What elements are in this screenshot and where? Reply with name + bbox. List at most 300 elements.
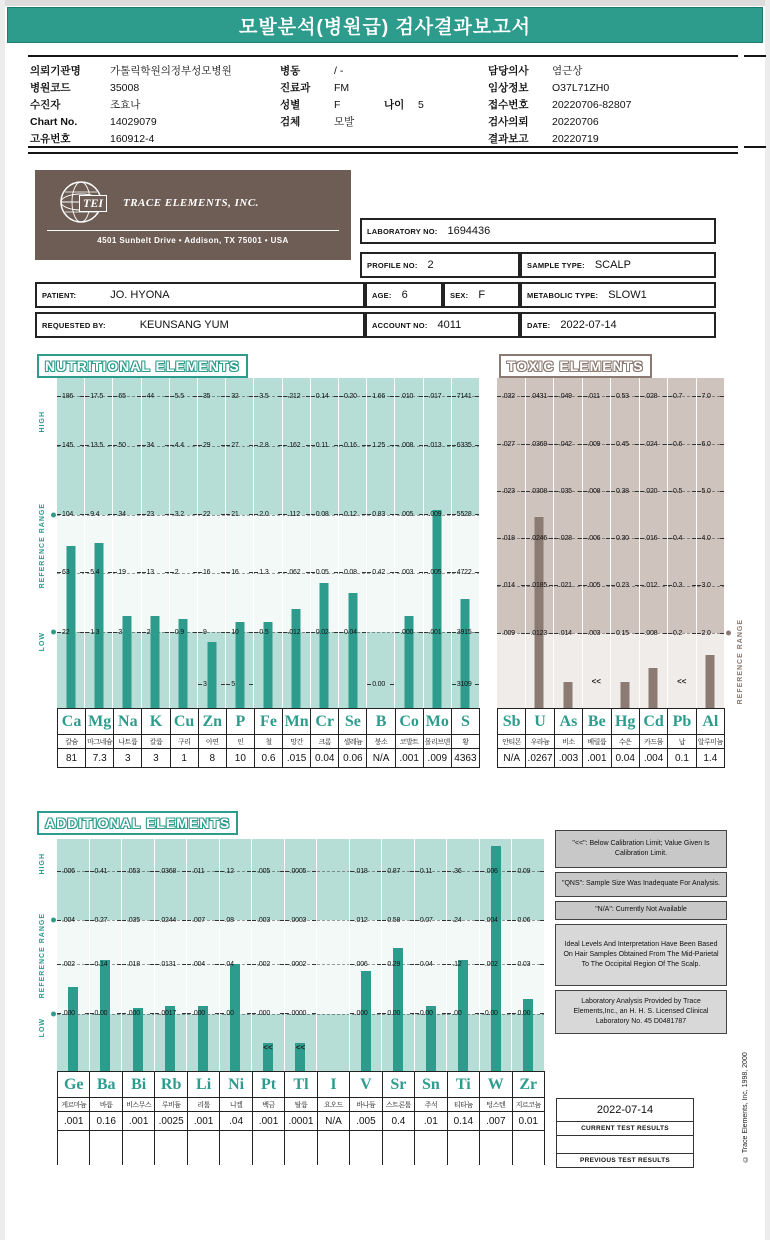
tick-label [512, 916, 544, 924]
tick-label [415, 916, 447, 924]
tick-value: .005 [587, 582, 601, 590]
info-field-row [488, 62, 760, 79]
field-value: 20220706-82807 [552, 98, 632, 111]
element-korean-name: 나트륨 [114, 735, 142, 748]
tick-value: .000 [354, 1010, 368, 1018]
tick-value: .010 [400, 392, 414, 400]
tick-mark [390, 684, 394, 685]
tick-value: 22 [62, 628, 70, 636]
nutritional-column-Zn [198, 378, 226, 708]
element-value-P: 10 [227, 749, 255, 767]
element-korean-name: 게르마늄 [58, 1098, 90, 1111]
tick-label [424, 392, 451, 400]
empty-cell [188, 1131, 220, 1165]
element-value-As: .003 [555, 749, 583, 767]
element-korean-name: 루비듐 [155, 1098, 187, 1111]
tick-value: 186 [62, 392, 74, 400]
tick-mark [221, 632, 225, 633]
tick-mark [606, 538, 610, 539]
additional-column-Li [187, 839, 220, 1071]
field-label: 진료과 [280, 82, 311, 94]
tick-mark [507, 920, 511, 921]
tick-label [339, 628, 366, 636]
tick-label [57, 916, 89, 924]
tick-value: 2.0 [259, 511, 269, 519]
element-value-I: N/A [318, 1112, 350, 1130]
tick-mark [182, 964, 186, 965]
tick-mark [306, 572, 310, 573]
tick-value: 0.06 [517, 916, 531, 924]
tick-label [57, 628, 84, 636]
tick-value: 1.3 [259, 569, 269, 577]
element-korean-name: 인 [227, 735, 255, 748]
element-korean-name: 칼슘 [58, 735, 86, 748]
footer-results-box [556, 1098, 694, 1168]
tick-value: 0.11 [419, 867, 433, 875]
tick-label [480, 916, 512, 924]
copyright-text: © Trace Elements, Inc, 1998, 2000 [742, 1052, 749, 1162]
tick-mark [507, 964, 511, 965]
tick-label [526, 392, 554, 400]
empty-cell [220, 1131, 252, 1165]
tick-value: 104 [62, 511, 74, 519]
sex-box [443, 282, 520, 308]
legend-note-3: "N/A": Currently Not Available [555, 901, 727, 920]
tick-label [367, 569, 394, 577]
tick-mark [540, 920, 544, 921]
tick-mark [137, 514, 141, 515]
tick-value: 145 [62, 442, 74, 450]
element-korean-name: 요오드 [318, 1098, 350, 1111]
tick-mark [549, 538, 553, 539]
tick-value: .005 [257, 867, 271, 875]
tick-label [285, 960, 317, 968]
additional-column-Tl [285, 839, 318, 1071]
tick-mark [447, 632, 451, 633]
nutritional-elements-title: NUTRITIONAL ELEMENTS [37, 354, 248, 378]
nutritional-elements-chart [35, 356, 480, 786]
tick-value: 0.23 [616, 582, 629, 590]
field-label: 검사의뢰 [488, 116, 529, 128]
tick-value: .004 [192, 960, 205, 968]
tick-mark [475, 964, 479, 965]
element-value-Mn: .015 [283, 749, 311, 767]
element-korean-name: 비스무스 [123, 1098, 155, 1111]
tick-mark [80, 445, 84, 446]
additional-trow-val [57, 1111, 545, 1131]
tick-mark [475, 445, 479, 446]
tick-value: .005 [428, 569, 442, 577]
tick-value: 7.0 [701, 392, 711, 400]
tick-label [90, 1010, 122, 1018]
tick-label [252, 867, 284, 875]
element-value-Ge: .001 [58, 1112, 90, 1130]
tick-label [526, 440, 554, 448]
tick-mark [85, 964, 89, 965]
tick-mark [475, 514, 479, 515]
tick-label [395, 511, 422, 519]
tick-value: .028 [559, 534, 572, 542]
toxic-column-Be [583, 378, 612, 708]
tick-value: 0.02 [315, 628, 329, 636]
additional-trow-empty [57, 1131, 545, 1165]
tick-value: .017 [428, 392, 442, 400]
element-korean-name: 리튬 [188, 1098, 220, 1111]
tick-label [367, 392, 394, 400]
element-value-Cd: .004 [640, 749, 668, 767]
tick-value: .062 [287, 569, 301, 577]
tick-mark [249, 572, 253, 573]
tick-label [170, 628, 197, 636]
tick-label [611, 629, 639, 637]
tick-mark [606, 444, 610, 445]
tick-label [90, 916, 122, 924]
tick-mark [663, 633, 667, 634]
tick-mark [377, 871, 381, 872]
element-korean-name: 텅스텐 [480, 1098, 512, 1111]
tick-label [170, 569, 197, 577]
S-bar [461, 599, 470, 708]
tick-mark [221, 572, 225, 573]
element-korean-name: 스트론튬 [383, 1098, 415, 1111]
tick-label [350, 960, 382, 968]
tick-label [480, 867, 512, 875]
tick-mark [475, 572, 479, 573]
tick-label [424, 628, 451, 636]
element-value-Co: .001 [396, 749, 424, 767]
tick-label [697, 392, 725, 400]
tick-value: .0131 [159, 960, 177, 968]
tick-label [697, 582, 725, 590]
additional-column-Sn [415, 839, 448, 1071]
tick-value: .212 [287, 392, 301, 400]
nutritional-trow-sym [57, 708, 480, 734]
axis-label-ref: REFERENCE RANGE [39, 503, 46, 589]
tick-mark [278, 396, 282, 397]
tick-mark [165, 396, 169, 397]
field-value: 염근상 [552, 65, 583, 77]
tick-label [85, 392, 112, 400]
tick-label [554, 392, 582, 400]
element-korean-name: 수은 [612, 735, 640, 748]
Se-bar [348, 593, 357, 709]
element-korean-name: 셀레늄 [339, 735, 367, 748]
tick-label [668, 629, 696, 637]
tick-value: 0.83 [372, 511, 386, 519]
tick-mark [692, 444, 696, 445]
additional-column-W [480, 839, 513, 1071]
nutritional-column-K [142, 378, 170, 708]
tick-label [668, 582, 696, 590]
tick-label [311, 392, 338, 400]
tick-label [526, 534, 554, 542]
tick-label [252, 960, 284, 968]
tick-value: .162 [287, 442, 301, 450]
tick-label [198, 511, 225, 519]
age-label: AGE: [372, 290, 392, 300]
tick-label [668, 534, 696, 542]
element-symbol-Be: Be [583, 709, 611, 734]
tick-mark [419, 445, 423, 446]
tick-label [57, 1010, 89, 1018]
field-label: 고유번호 [30, 133, 71, 145]
tick-mark [419, 572, 423, 573]
tick-label [220, 867, 252, 875]
info-field-row [280, 62, 486, 79]
tick-label [668, 392, 696, 400]
tick-value: .000 [257, 1010, 271, 1018]
tick-mark [419, 396, 423, 397]
tick-mark [165, 445, 169, 446]
tick-mark [150, 871, 154, 872]
tick-value: 6.0 [701, 440, 711, 448]
tick-value: .053 [127, 867, 140, 875]
tick-label [311, 628, 338, 636]
tick-mark [720, 585, 724, 586]
tick-value: 0.08 [315, 511, 329, 519]
tick-value: 23 [146, 511, 154, 519]
toxic-elements-chart [497, 356, 759, 786]
divider [47, 230, 339, 231]
tick-value: 0.87 [387, 867, 401, 875]
field-value: 20220719 [552, 132, 599, 145]
field-value: 20220706 [552, 115, 599, 128]
tick-mark [410, 920, 414, 921]
tick-value: 0.53 [616, 392, 629, 400]
tick-value: 3109 [456, 681, 472, 689]
tick-mark [692, 396, 696, 397]
element-value-V: .005 [350, 1112, 382, 1130]
tick-value: 1.25 [372, 442, 386, 450]
tick-label [113, 442, 140, 450]
tick-mark [280, 920, 284, 921]
metabolic-type-box [520, 282, 716, 308]
tick-mark [475, 684, 479, 685]
requested-by-value: KEUNSANG YUM [139, 319, 229, 331]
tick-label [526, 582, 554, 590]
tick-label [283, 392, 310, 400]
tick-value: 0.07 [419, 916, 433, 924]
tick-label [424, 442, 451, 450]
sample-type-label: SAMPLE TYPE: [527, 260, 585, 270]
tick-label [142, 511, 169, 519]
element-symbol-Bi: Bi [123, 1072, 155, 1097]
tick-label [611, 534, 639, 542]
tick-label [198, 681, 225, 689]
Cr-bar [320, 583, 329, 708]
tick-value: 0.58 [387, 916, 401, 924]
nutritional-column-Fe [254, 378, 282, 708]
tick-value: 0.5 [673, 487, 683, 495]
tick-mark [108, 396, 112, 397]
tick-value: .000 [400, 628, 414, 636]
element-korean-name: 비소 [555, 735, 583, 748]
profile-no-value: 2 [427, 259, 434, 271]
tick-mark [410, 964, 414, 965]
tick-mark [306, 445, 310, 446]
tick-label [311, 511, 338, 519]
tick-mark [606, 633, 610, 634]
tick-label [640, 487, 668, 495]
tick-value: .0002 [289, 960, 307, 968]
tick-value: .023 [502, 487, 515, 495]
tick-label [198, 392, 225, 400]
tick-mark [108, 514, 112, 515]
additional-table [57, 1071, 545, 1165]
tick-value: .0017 [159, 1010, 177, 1018]
tick-mark [549, 396, 553, 397]
tick-value: 0.11 [315, 442, 329, 450]
tick-label [283, 511, 310, 519]
field-label: 성별 [280, 99, 301, 111]
tick-value: 0.03 [517, 960, 531, 968]
nutritional-column-Mo [424, 378, 452, 708]
tick-value: 0.29 [387, 960, 401, 968]
element-symbol-Fe: Fe [255, 709, 283, 734]
tick-value: 0.09 [517, 867, 531, 875]
tick-mark [521, 396, 525, 397]
element-value-Fe: 0.6 [255, 749, 283, 767]
tick-label [497, 440, 525, 448]
tick-mark [182, 871, 186, 872]
field-value: O37L71ZH0 [552, 81, 610, 94]
tick-value: .014 [502, 582, 515, 590]
element-symbol-K: K [142, 709, 170, 734]
element-korean-name: 탈륨 [285, 1098, 317, 1111]
tick-mark [442, 1013, 446, 1014]
tei-monogram: TEI [79, 195, 107, 212]
tick-label [395, 628, 422, 636]
element-value-Sb: N/A [498, 749, 526, 767]
tick-label [447, 916, 479, 924]
tick-mark [117, 964, 121, 965]
nutritional-column-S [452, 378, 480, 708]
tick-value: .0308 [530, 487, 548, 495]
tick-label [220, 916, 252, 924]
element-korean-name: 안티몬 [498, 735, 526, 748]
element-value-Hg: 0.04 [612, 749, 640, 767]
empty-cell [58, 1131, 90, 1165]
tick-mark [720, 633, 724, 634]
axis-label-high: HIGH [39, 411, 46, 433]
tick-mark [80, 572, 84, 573]
tick-value: 0.45 [616, 440, 629, 448]
tick-value: .0369 [530, 440, 548, 448]
tick-mark [692, 585, 696, 586]
tick-label [122, 916, 154, 924]
tick-label [395, 392, 422, 400]
tick-mark [150, 920, 154, 921]
element-symbol-Cd: Cd [640, 709, 668, 734]
tick-value: 0.05 [315, 569, 329, 577]
element-korean-name: 알루미늄 [697, 735, 725, 748]
field-label: 임상정보 [488, 82, 529, 94]
page-title: 모발분석(병원급) 검사결과보고서 [239, 16, 531, 38]
empty-cell [383, 1131, 415, 1165]
element-value-Ca: 81 [58, 749, 86, 767]
tick-mark [521, 538, 525, 539]
tick-label [554, 582, 582, 590]
element-korean-name: 망간 [283, 735, 311, 748]
laboratory-no-box [360, 218, 716, 244]
tick-label [640, 440, 668, 448]
tick-mark [606, 491, 610, 492]
tick-mark [442, 871, 446, 872]
toxic-column-Pb [668, 378, 697, 708]
tick-value: .006 [484, 867, 498, 875]
reference-range-marker [726, 631, 731, 636]
tick-value: 0.5 [259, 628, 269, 636]
tick-value: .049 [559, 392, 572, 400]
tick-mark [635, 585, 639, 586]
info-field-row [30, 96, 278, 113]
tick-value: 3 [202, 681, 207, 689]
tick-value: 2.8 [259, 442, 269, 450]
additional-column-Rb [155, 839, 188, 1071]
Mn-bar [292, 609, 301, 708]
tick-mark [80, 396, 84, 397]
tick-value: .006 [354, 960, 368, 968]
element-symbol-Se: Se [339, 709, 367, 734]
element-symbol-Rb: Rb [155, 1072, 187, 1097]
tick-mark [108, 445, 112, 446]
Al-bar [706, 655, 715, 708]
tick-value: 0.00 [419, 1010, 433, 1018]
tick-mark [578, 633, 582, 634]
element-symbol-I: I [318, 1072, 350, 1097]
reference-range-marker [51, 1011, 56, 1016]
field-value: FM [334, 81, 350, 94]
tick-label [415, 1010, 447, 1018]
tick-label [187, 1010, 219, 1018]
tick-label [395, 569, 422, 577]
tick-mark [377, 920, 381, 921]
tick-mark [521, 444, 525, 445]
tick-mark [108, 572, 112, 573]
element-symbol-Pb: Pb [668, 709, 696, 734]
tick-label [497, 629, 525, 637]
age-value: 6 [401, 289, 408, 301]
tick-label [395, 442, 422, 450]
tick-value: 0.20 [343, 392, 357, 400]
nutritional-column-Cu [170, 378, 198, 708]
tick-value: .035 [559, 487, 572, 495]
info-field-row [488, 79, 760, 96]
info-field-row [30, 130, 278, 147]
tick-mark [193, 572, 197, 573]
tick-value: .032 [502, 392, 515, 400]
tick-mark [247, 1013, 251, 1014]
tick-mark [635, 633, 639, 634]
tick-mark [278, 445, 282, 446]
additional-column-Ni [220, 839, 253, 1071]
info-field-row [30, 62, 278, 79]
tick-mark [507, 871, 511, 872]
tick-mark [312, 920, 316, 921]
tick-value: 22 [202, 511, 211, 519]
toxic-axis [725, 378, 759, 708]
tick-mark [362, 396, 366, 397]
tick-value: 0.14 [315, 392, 329, 400]
nutritional-column-Mn [283, 378, 311, 708]
axis-label-ref: REFERENCE RANGE [737, 618, 744, 705]
toxic-trow-val [497, 748, 725, 768]
tick-mark [475, 871, 479, 872]
element-value-Tl: .0001 [285, 1112, 317, 1130]
element-symbol-Ti: Ti [448, 1072, 480, 1097]
tick-mark [85, 920, 89, 921]
tick-value: .0005 [289, 867, 307, 875]
